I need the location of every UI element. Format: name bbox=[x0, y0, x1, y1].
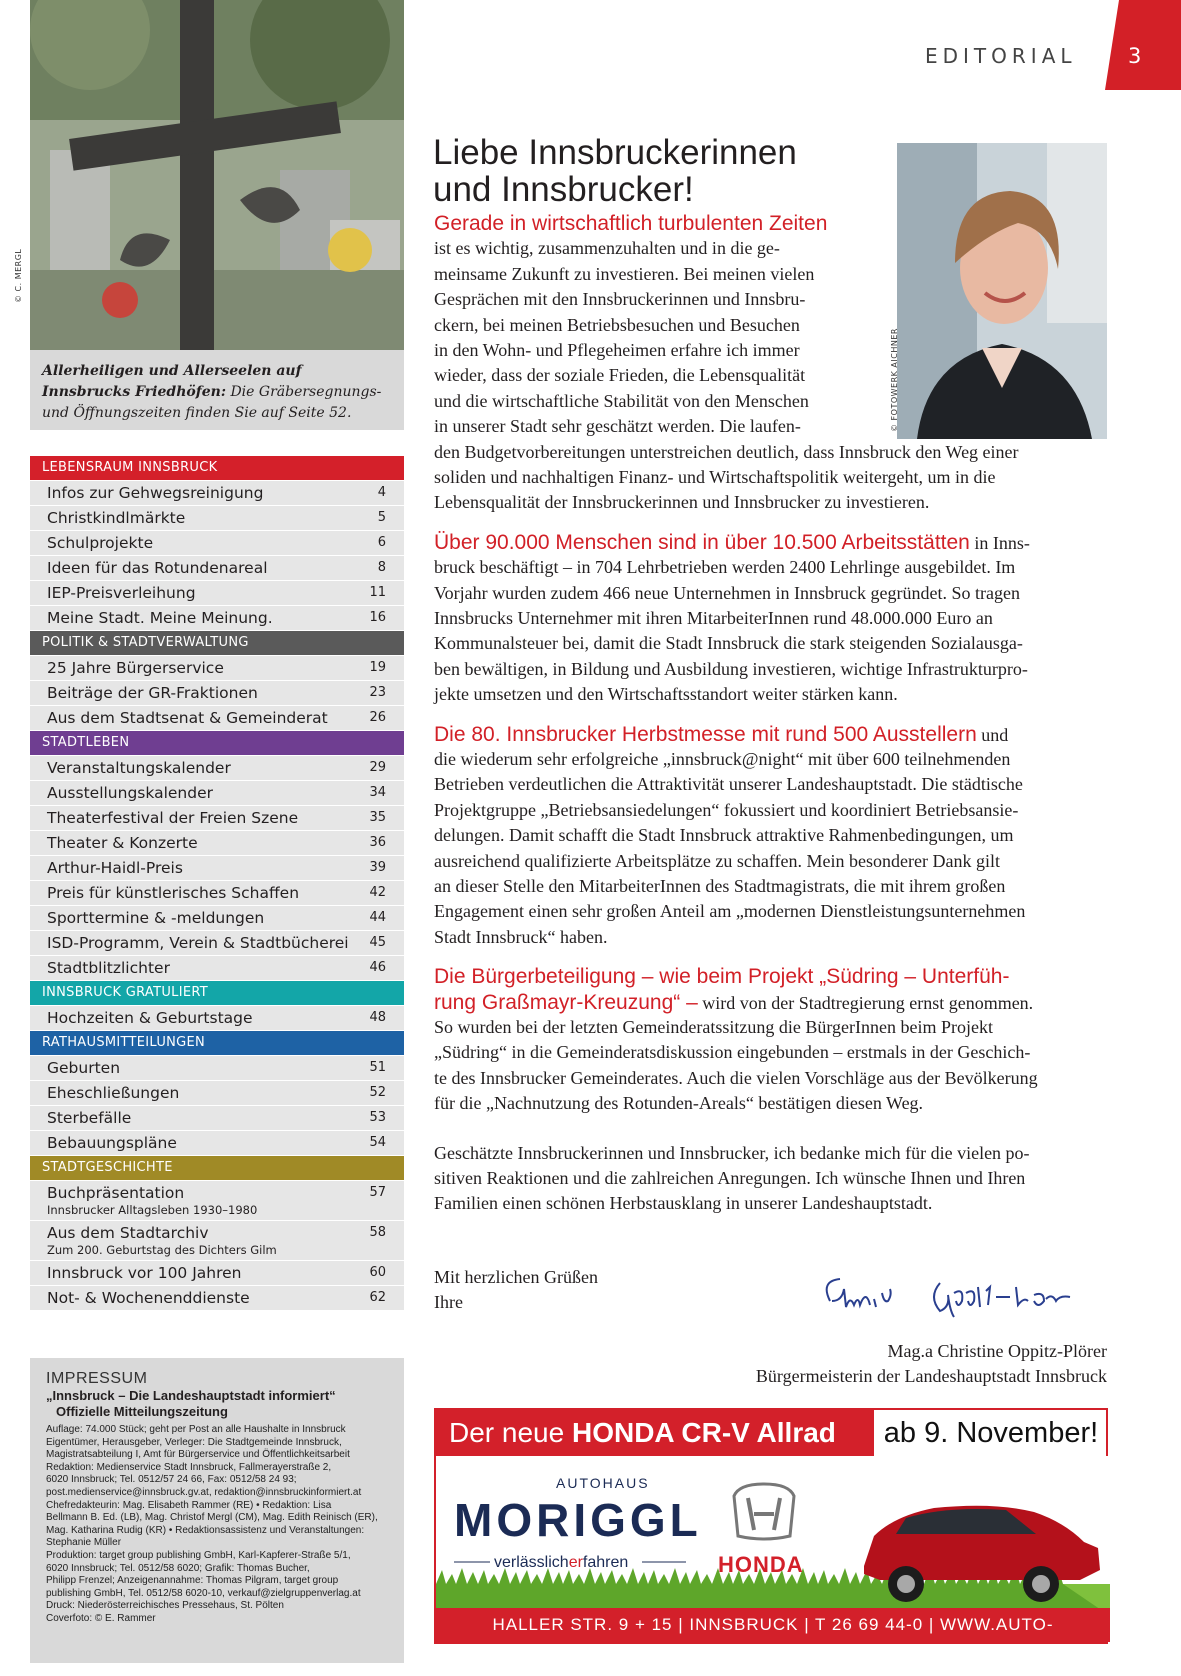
impressum bbox=[30, 1358, 404, 1663]
article-headline bbox=[433, 134, 797, 208]
toc-entry-title: Infos zur Gehwegsreinigung bbox=[47, 484, 264, 502]
article-line bbox=[434, 722, 1008, 748]
article-text: die wiederum sehr erfolgreiche „innsbruck@night“ mit über 600 teilnehmenden bbox=[434, 749, 1011, 769]
impressum-heading: IMPRESSUM bbox=[46, 1370, 148, 1387]
page-tab bbox=[1105, 0, 1181, 90]
toc-entry-page: 35 bbox=[369, 810, 386, 825]
mayor-role: Bürgermeisterin der Landeshauptstadt Innsbruck bbox=[755, 1366, 1107, 1387]
toc-entry-title: Schulprojekte bbox=[47, 534, 154, 552]
toc-section-header: POLITIK & STADTVERWALTUNG bbox=[30, 631, 404, 655]
impressum-line: Stephanie Müller bbox=[46, 1537, 122, 1549]
article-line bbox=[434, 262, 814, 287]
article-line bbox=[434, 363, 805, 388]
toc-entry[interactable] bbox=[30, 1261, 404, 1285]
toc-entry[interactable] bbox=[30, 1006, 404, 1030]
impressum-line: Druck: Niederösterreichisches Pressehaus, St. Pölten bbox=[46, 1600, 284, 1612]
toc-entry-subtitle: Zum 200. Geburtstag des Dichters Gilm bbox=[47, 1243, 277, 1257]
article-text: wieder, dass der soziale Frieden, die Lebensqualität bbox=[434, 365, 806, 386]
toc-entry-title: Sterbefälle bbox=[47, 1109, 132, 1127]
toc-entry[interactable] bbox=[30, 806, 404, 830]
article-text: Stadt Innsbruck“ haben. bbox=[434, 926, 608, 947]
impressum-line: Chefredakteurin: Mag. Elisabeth Rammer (RE) • Redaktion: Lisa bbox=[46, 1499, 332, 1511]
article-text: in Inns- bbox=[969, 532, 1030, 553]
article-text: den Budgetvorbereitungen unterstreichen deutlich, dass Innsbruck den Weg einer bbox=[434, 441, 1019, 462]
toc-section-header: LEBENSRAUM INNSBRUCK bbox=[30, 456, 404, 480]
impressum-line: Magistratsabteilung I, Amt für Bürgerservice und Öffentlichkeitsarbeit bbox=[46, 1449, 350, 1461]
article-text: und die wirtschaftliche Stabilität von den Menschen bbox=[434, 390, 809, 411]
toc-entry-title: Ideen für das Rotundenareal bbox=[47, 559, 268, 577]
toc-entry[interactable] bbox=[30, 531, 404, 555]
photo-credit: © C. MERGL bbox=[14, 248, 23, 303]
article-line bbox=[434, 313, 800, 338]
toc-entry-page: 48 bbox=[369, 1010, 386, 1025]
toc-entry-page: 34 bbox=[369, 785, 386, 800]
toc-entry[interactable] bbox=[30, 956, 404, 980]
toc-entry[interactable] bbox=[30, 1056, 404, 1080]
toc-entry[interactable] bbox=[30, 881, 404, 905]
article-line bbox=[434, 1040, 1030, 1065]
toc-entry[interactable] bbox=[30, 781, 404, 805]
toc-entry[interactable] bbox=[30, 1106, 404, 1130]
article-text: bruck beschäftigt – in 704 Lehrbetrieben werden 2400 Lehrlinge ausgebildet. Im bbox=[434, 557, 1016, 578]
article-line bbox=[434, 1091, 923, 1116]
ad-slogan-c: fahren bbox=[582, 1554, 629, 1571]
ad-dealer: MORIGGL bbox=[454, 1494, 702, 1546]
article-text: Lebensqualität der Innsbruckerinnen und Innsbrucker zu investieren. bbox=[434, 492, 930, 513]
toc-entry-title: Stadtblitzlichter bbox=[47, 959, 170, 977]
toc-entry[interactable] bbox=[30, 931, 404, 955]
toc-entry-page: 4 bbox=[377, 485, 386, 500]
impressum-line: Produktion: target group publishing GmbH, Karl-Kapferer-Straße 5/1, bbox=[46, 1549, 351, 1561]
toc-entry-page: 5 bbox=[377, 510, 386, 525]
article-text: ben bewältigen, in Bildung und Ausbildung investieren, wichtige Infrastrukturpro- bbox=[434, 658, 1028, 679]
article-lead: Die 80. Innsbrucker Herbstmesse mit rund 500 Ausstellern bbox=[434, 722, 977, 746]
toc-entry-title: Theaterfestival der Freien Szene bbox=[47, 809, 299, 827]
toc-entry-page: 39 bbox=[369, 860, 386, 875]
article-lead: Die Bürgerbeteiligung – wie beim Projekt „Südring – Unterfüh- bbox=[434, 965, 1010, 989]
toc-entry[interactable] bbox=[30, 1286, 404, 1310]
toc-entry[interactable] bbox=[30, 1081, 404, 1105]
toc-entry[interactable] bbox=[30, 831, 404, 855]
article-text: sitiven Reaktionen und die zahlreichen Anregungen. Ich wünsche Ihnen und Ihren bbox=[434, 1168, 1026, 1188]
toc-entry-page: 51 bbox=[369, 1060, 386, 1075]
toc-entry[interactable] bbox=[30, 906, 404, 930]
article-line bbox=[434, 530, 1030, 556]
article-text: „Südring“ in die Gemeinderatsdiskussion eingebunden – erstmals in der Geschich- bbox=[434, 1042, 1031, 1063]
toc-entry[interactable] bbox=[30, 556, 404, 580]
toc-entry-title: Meine Stadt. Meine Meinung. bbox=[47, 609, 273, 627]
toc-entry-title: Eheschließungen bbox=[47, 1084, 180, 1102]
article-text: Vorjahr wurden zudem 466 neue Unternehmen in Innsbruck gegründet. So tragen bbox=[434, 582, 1021, 603]
article-line bbox=[434, 682, 898, 707]
toc-entry-page: 60 bbox=[369, 1265, 386, 1280]
toc-entry[interactable] bbox=[30, 1181, 404, 1220]
toc-entry[interactable] bbox=[30, 706, 404, 730]
toc-entry-page: 44 bbox=[369, 910, 386, 925]
cemetery-photo bbox=[30, 0, 404, 350]
ad-headline-bold: HONDA CR-V Allrad bbox=[571, 1417, 836, 1448]
greeting-line-1: Mit herzlichen Grüßen bbox=[434, 1267, 598, 1287]
toc-entry-title: Sporttermine & -meldungen bbox=[47, 909, 265, 927]
article-line bbox=[434, 606, 993, 631]
impressum-line: Auflage: 74.000 Stück; geht per Post an alle Haushalte in Innsbruck bbox=[46, 1424, 346, 1435]
toc-entry[interactable] bbox=[30, 1221, 404, 1260]
impressum-line: publishing GmbH, Tel. 0512/58 6020-10, verkauf@zielgruppenverlag.at bbox=[46, 1587, 361, 1599]
impressum-subtitle: „Innsbruck – Die Landeshauptstadt informiert“ bbox=[46, 1388, 336, 1403]
toc-section-header: INNSBRUCK GRATULIERT bbox=[30, 981, 404, 1005]
toc-entry-page: 52 bbox=[369, 1085, 386, 1100]
article-text: ist es wichtig, zusammenzuhalten und in die ge- bbox=[434, 238, 780, 259]
article-text: soliden und nachhaltigen Finanz- und Wirtschaftspolitik weitergeht, um in die bbox=[434, 467, 996, 487]
ad-artwork bbox=[436, 1456, 1110, 1616]
ad-slogan bbox=[494, 1554, 628, 1571]
article-text: meinsame Zukunft zu investieren. Bei meinen vielen bbox=[434, 263, 815, 284]
impressum-line: 6020 Innsbruck; Tel. 0512/58 6020; Grafik: Thomas Bucher, bbox=[46, 1562, 310, 1574]
article-line bbox=[434, 211, 827, 237]
toc-entry[interactable] bbox=[30, 581, 404, 605]
article-lead: Über 90.000 Menschen sind in über 10.500 Arbeitsstätten bbox=[434, 530, 970, 554]
article-line bbox=[434, 581, 1020, 606]
toc-entry-title: Veranstaltungskalender bbox=[47, 759, 231, 777]
toc-entry-title: 25 Jahre Bürgerservice bbox=[47, 659, 224, 677]
toc-entry[interactable] bbox=[30, 756, 404, 780]
article-text: Kommunalsteuer bei, damit die Stadt Innsbruck die stark steigenden Sozialausga- bbox=[434, 633, 1023, 654]
article-line bbox=[434, 823, 1014, 848]
article-text: So wurden bei der letzten Gemeinderatssitzung die BürgerInnen beim Projekt bbox=[434, 1017, 994, 1037]
toc-entry-title: Not- & Wochenenddienste bbox=[47, 1289, 250, 1307]
toc-entry-page: 36 bbox=[369, 835, 386, 850]
toc-entry-page: 53 bbox=[369, 1110, 386, 1125]
toc-entry-title: Beiträge der GR-Fraktionen bbox=[47, 684, 258, 702]
impressum-subtitle-2: Offizielle Mitteilungszeitung bbox=[56, 1404, 228, 1419]
article-line bbox=[434, 236, 780, 261]
section-label: EDITORIAL bbox=[925, 44, 1077, 68]
toc-entry-title: Christkindlmärkte bbox=[47, 509, 186, 527]
article-lead: rung Graßmayr-Kreuzung“ – bbox=[434, 990, 698, 1014]
article-lead: Gerade in wirtschaftlich turbulenten Zeiten bbox=[434, 212, 828, 235]
toc-entry-title: Innsbruck vor 100 Jahren bbox=[47, 1264, 242, 1282]
article-text: für die „Nachnutzung des Rotunden-Areals“ bestätigen diesen Weg. bbox=[434, 1093, 924, 1114]
ad-footer: HALLER STR. 9 + 15 | INNSBRUCK | T 26 69 44-0 | WWW.AUTO-MORIGGL.AT bbox=[436, 1608, 1110, 1642]
article-line bbox=[434, 1066, 1038, 1091]
article-text: Betrieben verdeutlichen die Attraktivität unserer Landeshauptstadt. Die städtische bbox=[434, 774, 1023, 795]
toc-entry-title: Geburten bbox=[47, 1059, 121, 1077]
ad-date: ab 9. November! bbox=[883, 1417, 1099, 1449]
article-line bbox=[434, 414, 801, 439]
toc-entry[interactable] bbox=[30, 481, 404, 505]
article-line bbox=[434, 964, 1009, 990]
cemetery-illustration bbox=[30, 0, 404, 350]
article-text: ckern, bei meinen Betriebsbesuchen und Besuchen bbox=[434, 314, 800, 335]
article-line bbox=[434, 1141, 1030, 1166]
article-line bbox=[434, 631, 1023, 656]
toc-entry-page: 58 bbox=[369, 1225, 386, 1240]
impressum-line: Philipp Frenzel; Anzeigenannahme: Thomas Pilgram, target group bbox=[46, 1575, 339, 1587]
article-line bbox=[434, 772, 1023, 797]
toc-entry[interactable] bbox=[30, 1131, 404, 1155]
ad-headline-pre: Der neue bbox=[449, 1417, 572, 1448]
toc-entry[interactable] bbox=[30, 681, 404, 705]
impressum-text bbox=[46, 1424, 388, 1626]
article-line bbox=[434, 465, 996, 490]
toc-entry-page: 45 bbox=[369, 935, 386, 950]
honda-advertisement[interactable] bbox=[434, 1408, 1108, 1668]
toc-entry-page: 23 bbox=[369, 685, 386, 700]
toc-entry-page: 57 bbox=[369, 1185, 386, 1200]
article-line bbox=[434, 490, 929, 515]
article-line bbox=[434, 1166, 1025, 1191]
toc-entry[interactable] bbox=[30, 506, 404, 530]
ad-dealer-small: AUTOHAUS bbox=[556, 1475, 650, 1491]
ad-slogan-a: verlässlich bbox=[494, 1554, 569, 1571]
mayor-portrait bbox=[897, 143, 1107, 439]
toc-entry-title: Ausstellungskalender bbox=[47, 784, 213, 802]
toc-entry-title: Arthur-Haidl-Preis bbox=[47, 859, 183, 877]
toc-entry[interactable] bbox=[30, 606, 404, 630]
toc-entry-title: Hochzeiten & Geburtstage bbox=[47, 1009, 253, 1027]
article-line bbox=[434, 287, 805, 312]
toc-entry-page: 6 bbox=[377, 535, 386, 550]
toc-entry-page: 16 bbox=[369, 610, 386, 625]
article-line bbox=[434, 555, 1015, 580]
article-text: Familien einen schönen Herbstausklang in unserer Landeshauptstadt. bbox=[434, 1193, 933, 1214]
article-text: Engagement einen sehr großen Anteil am „modernen Dienstleistungsunternehmen bbox=[434, 901, 1026, 922]
ad-brand: HONDA bbox=[718, 1552, 804, 1577]
impressum-line: Redaktion: Medienservice Stadt Innsbruck, Fallmerayerstraße 2, bbox=[46, 1461, 332, 1473]
impressum-line: 6020 Innsbruck; Tel. 0512/57 24 66, Fax: 0512/58 24 93; bbox=[46, 1474, 297, 1486]
photo-caption bbox=[30, 350, 404, 430]
article-line bbox=[434, 990, 1033, 1016]
toc-entry-title: Aus dem Stadtarchiv bbox=[47, 1224, 209, 1242]
toc-entry[interactable] bbox=[30, 656, 404, 680]
article-text: an dieser Stelle den MitarbeiterInnen des Stadtmagistrats, die mit ihrem großen bbox=[434, 876, 1006, 896]
caption-bold: Allerheiligen und Allerseelen auf Innsbrucks Friedhöfen: bbox=[42, 363, 302, 400]
toc-entry-page: 26 bbox=[369, 710, 386, 725]
toc-entry-page: 42 bbox=[369, 885, 386, 900]
article-text: te des Innsbrucker Gemeinderates. Auch die vielen Vorschläge aus der Bevölkerung bbox=[434, 1067, 1038, 1088]
toc-entry-page: 46 bbox=[369, 960, 386, 975]
impressum-line: Eigentümer, Herausgeber, Verleger: Die Stadtgemeinde Innsbruck, bbox=[46, 1436, 342, 1448]
signature-block bbox=[756, 1339, 1107, 1390]
toc-section-header: RATHAUSMITTEILUNGEN bbox=[30, 1031, 404, 1055]
impressum-line: Coverfoto: © E. Rammer bbox=[46, 1612, 156, 1624]
article-line bbox=[434, 1191, 932, 1216]
article-line bbox=[434, 899, 1025, 924]
greeting-line-2: Ihre bbox=[434, 1292, 463, 1313]
toc-section-header: STADTGESCHICHTE bbox=[30, 1156, 404, 1180]
table-of-contents bbox=[30, 456, 404, 1311]
toc-entry-title: Aus dem Stadtsenat & Gemeinderat bbox=[47, 709, 328, 727]
article-text: in den Wohn- und Pflegeheimen erfahre ich immer bbox=[434, 340, 800, 360]
article-text: Innsbrucks Unternehmer mit ihren MitarbeiterInnen rund 48.000.000 Euro an bbox=[434, 608, 993, 628]
article-line bbox=[434, 657, 1028, 682]
toc-entry-title: Theater & Konzerte bbox=[47, 834, 198, 852]
portrait-illustration bbox=[897, 143, 1107, 439]
article-line bbox=[434, 1015, 993, 1040]
article-text: Geschätzte Innsbruckerinnen und Innsbrucker, ich bedanke mich für die vielen po- bbox=[434, 1142, 1030, 1163]
toc-entry-page: 11 bbox=[369, 585, 386, 600]
toc-section-header: STADTLEBEN bbox=[30, 731, 404, 755]
article-line bbox=[434, 747, 1010, 772]
toc-entry-page: 8 bbox=[377, 560, 386, 575]
impressum-line: post.medienservice@innsbruck.gv.at, redaktion@innsbruckinformiert.at bbox=[46, 1486, 362, 1498]
toc-entry-title: Preis für künstlerisches Schaffen bbox=[47, 884, 300, 902]
article-line bbox=[434, 849, 1000, 874]
toc-entry-title: Bebauungspläne bbox=[47, 1134, 177, 1152]
toc-entry-page: 62 bbox=[369, 1290, 386, 1305]
article-text: und bbox=[976, 724, 1009, 745]
portrait-credit: © FOTOWERK AICHNER bbox=[890, 328, 899, 432]
article-text: wird von der Stadtregierung ernst genommen. bbox=[697, 992, 1034, 1013]
page-number: 3 bbox=[1128, 44, 1142, 68]
greeting bbox=[434, 1265, 598, 1316]
impressum-line: Bellmann B. Ed. (LB), Mag. Christof Mergl (CM), Mag. Edith Reinisch (ER), bbox=[46, 1512, 378, 1524]
signature bbox=[810, 1271, 1110, 1321]
toc-entry-subtitle: Innsbrucker Alltagsleben 1930–1980 bbox=[47, 1203, 258, 1217]
article-text: Projektgruppe „Betriebsansiedelungen“ fokussiert und koordiniert Betriebsansie- bbox=[434, 799, 1019, 820]
toc-entry-page: 29 bbox=[369, 760, 386, 775]
article-line bbox=[434, 874, 1005, 899]
article-line bbox=[434, 338, 800, 363]
caption-text: Die Gräbersegnungs- und Öffnungszeiten finden Sie auf Seite 52. bbox=[42, 384, 382, 421]
article-line bbox=[434, 798, 1018, 823]
headline-line-1: Liebe Innsbruckerinnen bbox=[433, 133, 797, 172]
article-line bbox=[434, 925, 607, 950]
article-text: in unserer Stadt sehr geschätzt werden. Die laufen- bbox=[434, 416, 801, 437]
headline-line-2: und Innsbrucker! bbox=[433, 170, 694, 209]
article-text: jekte umsetzen und den Wirtschaftsstandort weiter stärken kann. bbox=[434, 684, 898, 705]
toc-entry-title: ISD-Programm, Verein & Stadtbücherei bbox=[47, 934, 349, 952]
impressum-line: Mag. Katharina Rudig (KR) • Redaktionsassistenz und Veranstaltungen: bbox=[46, 1524, 365, 1536]
article-text: delungen. Damit schafft die Stadt Innsbruck attraktive Rahmenbedingungen, um bbox=[434, 825, 1014, 846]
article-line bbox=[434, 389, 809, 414]
article-text: Gesprächen mit den Innsbruckerinnen und Innsbru- bbox=[434, 289, 806, 310]
ad-headline bbox=[436, 1410, 874, 1456]
article-line bbox=[434, 440, 1019, 465]
toc-entry-title: Buchpräsentation bbox=[47, 1184, 185, 1202]
article-text: ausreichend qualifizierte Arbeitsplätze zu schaffen. Mein besonderer Dank gilt bbox=[434, 850, 1000, 871]
ad-slogan-b: er bbox=[568, 1554, 583, 1571]
toc-entry-page: 54 bbox=[369, 1135, 386, 1150]
toc-entry-page: 19 bbox=[369, 660, 386, 675]
toc-entry[interactable] bbox=[30, 856, 404, 880]
mayor-name: Mag.a Christine Oppitz-Plörer bbox=[887, 1341, 1107, 1361]
toc-entry-title: IEP-Preisverleihung bbox=[47, 584, 196, 602]
